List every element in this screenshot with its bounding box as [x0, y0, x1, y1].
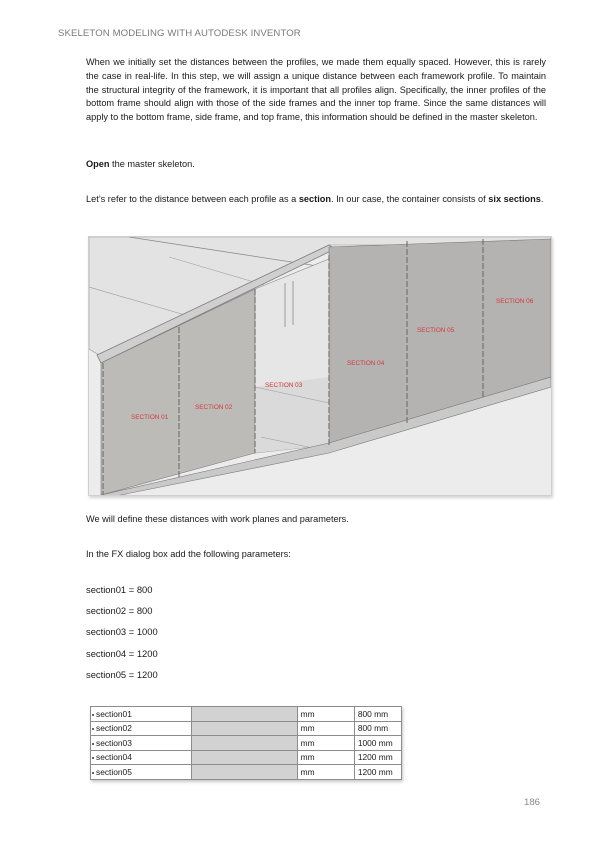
table-row[interactable] [91, 721, 402, 736]
parameter-line: section03 = 1000 [86, 626, 158, 637]
param-unit-cell[interactable]: mm [297, 750, 354, 765]
param-expression-cell[interactable] [192, 736, 297, 751]
section-term: section [298, 194, 331, 204]
param-expression-cell[interactable] [192, 765, 297, 780]
open-step-bold: Open [86, 159, 110, 169]
parameter-line: section05 = 1200 [86, 669, 158, 680]
fx-instruction-text: In the FX dialog box add the following parameters: [86, 549, 291, 559]
param-unit-cell[interactable]: mm [297, 721, 354, 736]
table-row[interactable] [91, 750, 402, 765]
fx-section [86, 548, 546, 562]
param-value-cell[interactable]: 1200 mm [354, 750, 401, 765]
param-expression-cell[interactable] [192, 707, 297, 722]
workplanes-text: We will define these distances with work planes and parameters. [86, 514, 349, 524]
figure-label-section-04: SECTION 04 [347, 360, 385, 367]
param-name-cell[interactable]: section01 [91, 707, 192, 722]
param-expression-cell[interactable] [192, 721, 297, 736]
table-row[interactable] [91, 707, 402, 722]
table-row[interactable] [91, 736, 402, 751]
param-unit-cell[interactable]: mm [297, 736, 354, 751]
parameter-line: section04 = 1200 [86, 648, 158, 659]
parameter-line: section01 = 800 [86, 584, 153, 595]
page-number: 186 [524, 797, 541, 808]
open-step-text: the master skeleton. [109, 159, 195, 169]
open-step [86, 158, 546, 172]
figure-label-section-06: SECTION 06 [496, 298, 534, 305]
table-row[interactable] [91, 765, 402, 780]
running-header: SKELETON MODELING WITH AUTODESK INVENTOR [58, 28, 301, 39]
figure-label-section-01: SECTION 01 [131, 414, 169, 421]
section-text-3: . [540, 194, 544, 204]
param-expression-cell[interactable] [192, 750, 297, 765]
param-value-cell[interactable]: 800 mm [354, 721, 401, 736]
param-name-cell[interactable]: section02 [91, 721, 192, 736]
param-name-cell[interactable]: section03 [91, 736, 192, 751]
figure-label-section-02: SECTION 02 [195, 404, 233, 411]
six-sections-term: six sections [488, 194, 541, 204]
fx-parameters-table [90, 706, 402, 780]
workplanes-section [86, 513, 546, 527]
param-value-cell[interactable]: 800 mm [354, 707, 401, 722]
section-text-1: Let’s refer to the distance between each profile as a [86, 194, 299, 204]
parameter-line: section02 = 800 [86, 605, 153, 616]
container-frame-figure [88, 236, 552, 496]
section-definition [86, 193, 546, 207]
section-text-2: . In our case, the container consists of [330, 194, 489, 204]
figure-label-section-03: SECTION 03 [265, 382, 303, 389]
figure-label-section-05: SECTION 05 [417, 327, 455, 334]
intro-paragraph: When we initially set the distances between the profiles, we made them equally spaced. However, this is rarely the case in real-life. In this step, we will assign a unique distance between each framework profile. To maintain the structural integrity of the framework, it is important that all profiles align. Specifically, the inner profiles of the bottom frame should align with those of the side frames and the inner top frame. Since the same distances will apply to the bottom frame, side frame, and top frame, this information should be defined in the master skeleton. [86, 57, 546, 123]
param-name-cell[interactable]: section05 [91, 765, 192, 780]
param-name-cell[interactable]: section04 [91, 750, 192, 765]
param-unit-cell[interactable]: mm [297, 765, 354, 780]
container-frame-illustration [89, 237, 551, 495]
intro-section [86, 56, 546, 125]
param-value-cell[interactable]: 1200 mm [354, 765, 401, 780]
param-unit-cell[interactable]: mm [297, 707, 354, 722]
param-value-cell[interactable]: 1000 mm [354, 736, 401, 751]
